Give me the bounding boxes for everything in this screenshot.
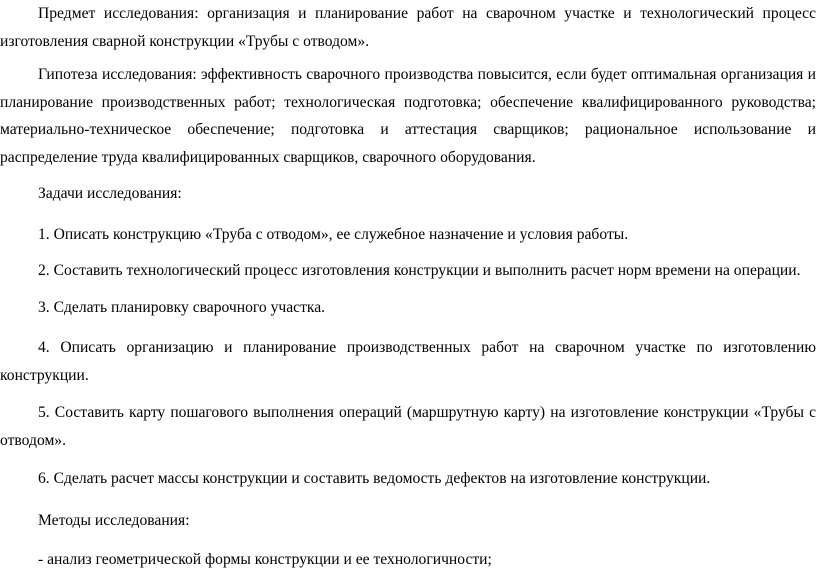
task-item-2: 2. Составить технологический процесс изготовления конструкции и выполнить расчет норм времени на операции. xyxy=(38,262,801,279)
research-subject-paragraph: Предмет исследования: организация и планирование работ на сварочном участке и технологический процесс изготовления сварной конструкции «Трубы с отводом». xyxy=(0,5,816,50)
task-item-5: 5. Составить карту пошагового выполнения операций (маршрутную карту) на изготовление конструкции «Трубы с отводом». xyxy=(0,404,816,449)
task-item-4: 4. Описать организацию и планирование производственных работ на сварочном участке по изготовлению конструкции. xyxy=(0,339,816,384)
task-item-6: 6. Сделать расчет массы конструкции и составить ведомость дефектов на изготовление конструкции. xyxy=(38,470,711,487)
task-item-1: 1. Описать конструкцию «Труба с отводом», ее служебное назначение и условия работы. xyxy=(38,226,629,243)
research-hypothesis-paragraph: Гипотеза исследования: эффективность сварочного производства повысится, если будет оптимальная организация и планирование производственных работ; технологическая подготовка; обеспечение квалифицированного руководства; материально-техническое обеспечение; подготовка и аттестация сварщиков; рациональное использование и распределение труда квалифицированных сварщиков, сварочного оборудования. xyxy=(0,66,816,166)
tasks-heading: Задачи исследования: xyxy=(38,185,182,202)
method-item-1: - анализ геометрической формы конструкции и ее технологичности; xyxy=(38,551,492,568)
methods-heading: Методы исследования: xyxy=(38,512,190,529)
task-item-3: 3. Сделать планировку сварочного участка. xyxy=(38,299,326,316)
